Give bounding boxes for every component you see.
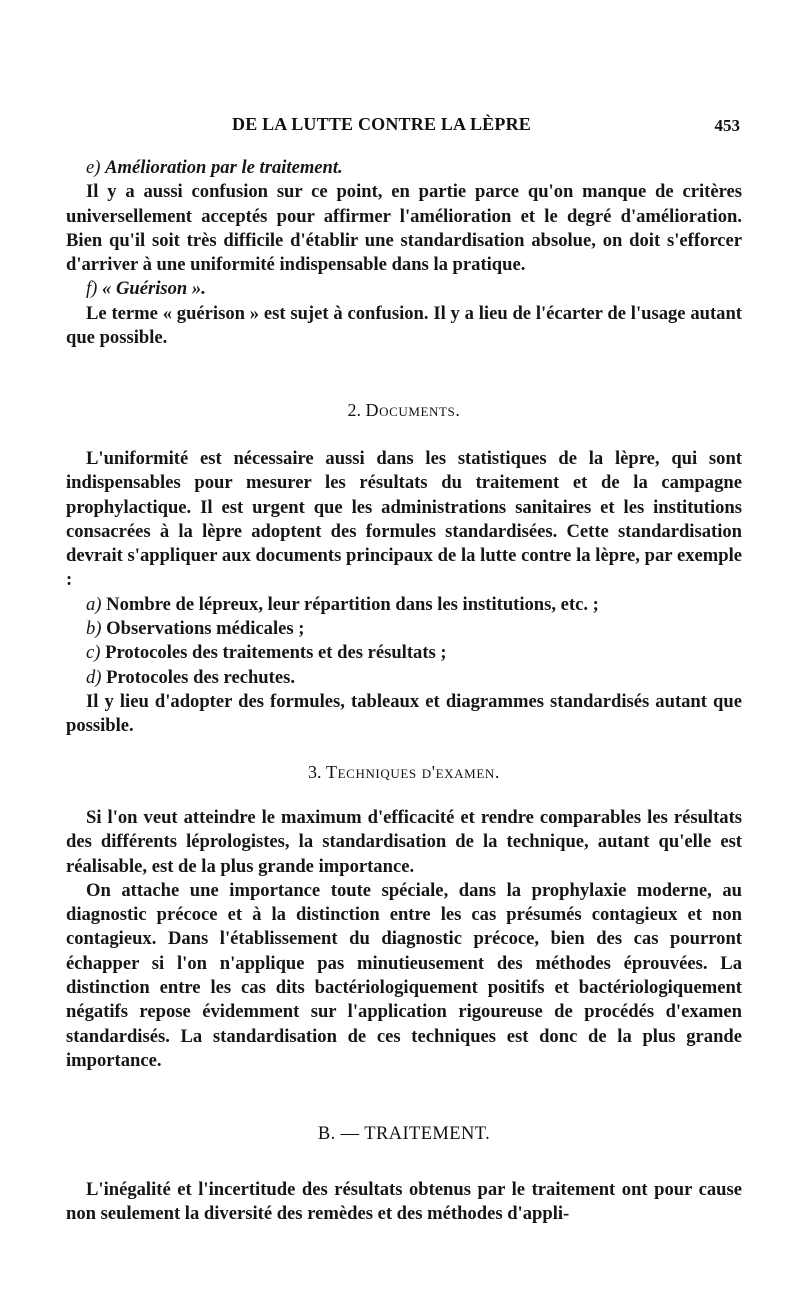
list-item-b-letter: b) <box>86 618 102 640</box>
section-1-block <box>66 156 742 350</box>
item-e-heading <box>66 156 742 180</box>
section-3-heading <box>66 762 742 783</box>
section-3-paragraph-1: Si l'on veut atteindre le maximum d'efficacité et rendre comparables les résultats des différents léprologistes, la standardisation de la technique, autant qu'elle est réalisable, est de la plus grande importance. <box>66 807 742 877</box>
list-item-b <box>66 617 742 641</box>
section-2-paragraph-2: Il y lieu d'adopter des formules, tableaux et diagrammes standardisés autant que possible. <box>66 690 742 737</box>
section-2-block <box>66 447 742 739</box>
section-b-block <box>66 1178 742 1227</box>
list-item-d-letter: d) <box>86 666 102 688</box>
list-item-a-text: Nombre de lépreux, leur répartition dans les institutions, etc. ; <box>106 593 599 615</box>
section-2-title: Documents. <box>365 400 461 420</box>
list-item-d-text: Protocoles des rechutes. <box>106 666 295 688</box>
running-title: DE LA LUTTE CONTRE LA LÈPRE <box>232 114 531 134</box>
section-2-heading <box>66 400 742 421</box>
list-item-a-letter: a) <box>86 593 102 615</box>
item-e-letter: e) <box>86 157 101 178</box>
item-f-title: « Guérison ». <box>102 278 206 300</box>
list-item-c-text: Protocoles des traitements et des résultats ; <box>105 642 447 664</box>
section-3-number: 3. <box>308 762 322 782</box>
list-item-c <box>66 641 742 665</box>
item-f-heading <box>66 277 742 301</box>
item-e-title: Amélioration par le traitement. <box>105 157 343 178</box>
paragraph-f: Le terme « guérison » est sujet à confusion. Il y a lieu de l'écarter de l'usage autant que possible. <box>66 302 742 349</box>
paragraph-e: Il y a aussi confusion sur ce point, en partie parce qu'on manque de critères universellement acceptés pour affirmer l'amélioration et le degré d'amélioration. Bien qu'il soit très difficile d'établir une standardisation absolue, on doit s'efforcer d'arriver à une uniformité indispensable dans la pratique. <box>66 181 742 276</box>
section-3-paragraph-2: On attache une importance toute spéciale, dans la prophylaxie moderne, au diagnostic précoce et à la distinction entre les cas présumés contagieux et non contagieux. Dans l'établissement du diagnostic précoce, bien des cas pourront échapper si l'on n'applique pas minutieusement des méthodes éprouvées. La distinction entre les cas dits bactériologiquement positifs et bactériologiquement négatifs repose évidemment sur l'application rigoureuse de procédés d'examen standardisés. La standardisation de ces techniques est donc de la plus grande importance. <box>66 879 742 1071</box>
section-3-title: Techniques d'examen. <box>326 762 500 782</box>
item-f-letter: f) <box>86 278 98 300</box>
page-number: 453 <box>714 116 740 135</box>
section-3-block <box>66 806 742 1073</box>
section-2-paragraph-1: L'uniformité est nécessaire aussi dans les statistiques de la lèpre, qui sont indispensables pour mesurer les résultats du traitement et de la campagne prophylactique. Il est urgent que les administrations sanitaires et les institutions consacrées à la lèpre adoptent des formules standardisées. Cette standardisation devrait s'appliquer aux documents principaux de la lutte contre la lèpre, par exemple : <box>66 448 742 591</box>
section-2-number: 2. <box>347 400 361 420</box>
list-item-d <box>66 666 742 690</box>
list-item-b-text: Observations médicales ; <box>106 618 305 640</box>
list-item-c-letter: c) <box>86 642 101 664</box>
section-b-paragraph-1: L'inégalité et l'incertitude des résultats obtenus par le traitement ont pour cause non seulement la diversité des remèdes et des méthodes d'appli- <box>66 1179 742 1225</box>
running-header <box>64 114 742 142</box>
section-b-heading: B. — TRAITEMENT. <box>317 1124 491 1144</box>
list-item-a <box>66 593 742 617</box>
